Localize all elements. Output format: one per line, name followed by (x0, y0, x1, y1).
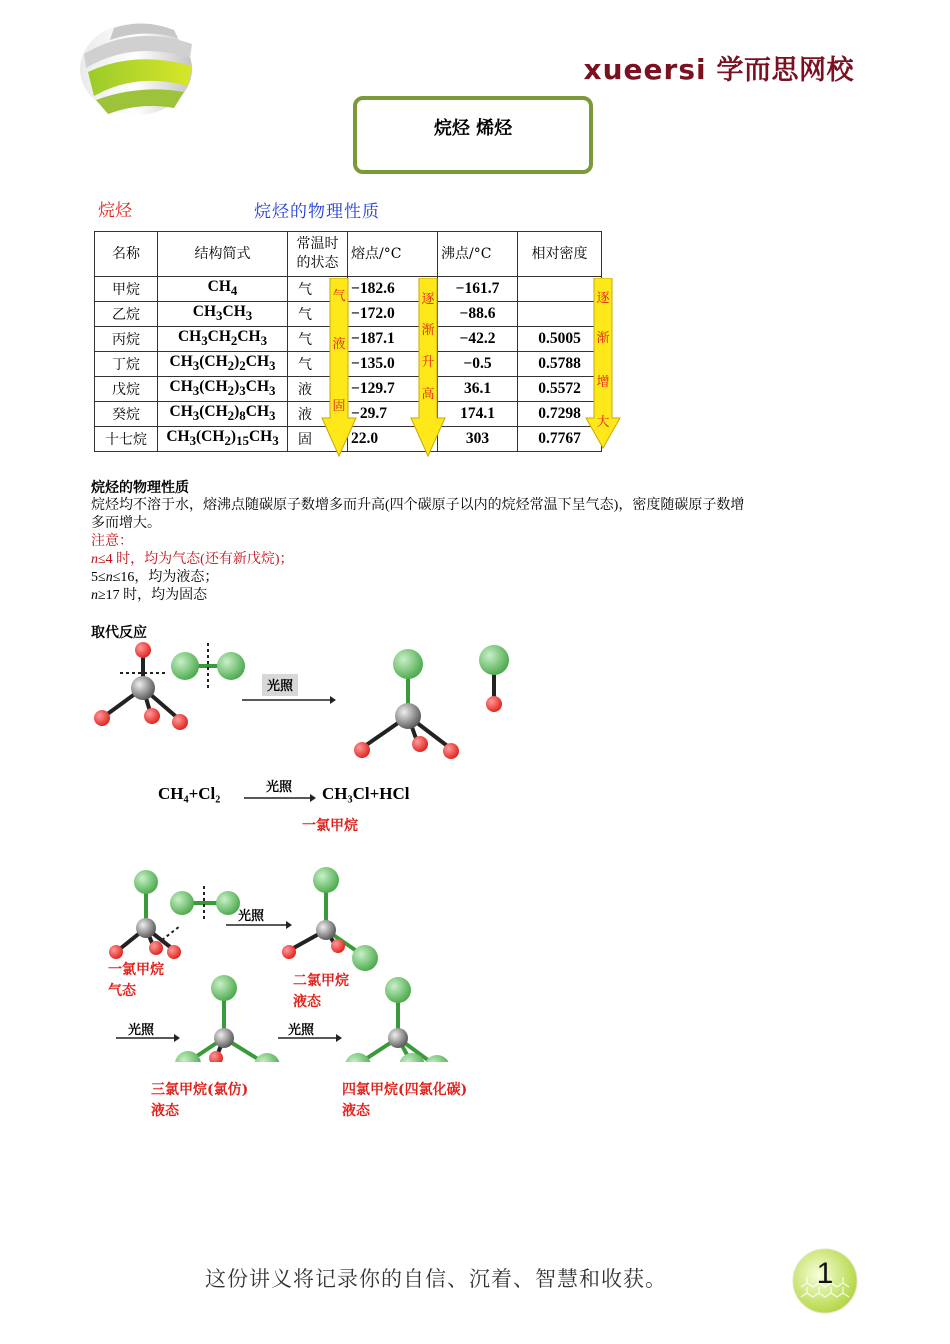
row-mp: −29.7 (348, 402, 438, 427)
footer-slogan: 这份讲义将记录你的自信、沉着、智慧和收获。 (205, 1267, 667, 1291)
mp-trend-arrow-icon (410, 278, 446, 458)
row-name: 戊烷 (95, 377, 158, 402)
row-formula: $CH_3(CH_2)_2CH_3$ (158, 352, 288, 377)
brand-logo (584, 48, 854, 87)
row-mp: −129.7 (348, 377, 438, 402)
arrow3-char: 渐 (596, 331, 610, 346)
physical-heading: 烷烃的物理性质 (91, 480, 189, 496)
mono-state: 气态 (108, 983, 136, 999)
arrow3-char: 增 (596, 375, 610, 390)
row-density: 0.5005 (518, 327, 602, 352)
physical-properties-block (91, 479, 871, 605)
physical-line2: 多而增大。 (91, 516, 161, 531)
row-bp: 174.1 (438, 402, 518, 427)
header-state-line1: 常温时 (296, 236, 339, 252)
di-caption (293, 971, 349, 1013)
tri-caption (151, 1080, 248, 1122)
header-name: 名称 (95, 232, 158, 277)
row-mp: 22.0 (348, 427, 438, 452)
step1-light-label: 光照 (238, 909, 265, 924)
page-title: 烷烃 烯烃 (433, 118, 513, 139)
row-mp: −187.1 (348, 327, 438, 352)
arrow3-char: 逐 (596, 291, 610, 306)
mono-name: 一氯甲烷 (108, 962, 164, 978)
header-bp: 沸点/°C (438, 232, 518, 277)
header-formula: 结构简式 (158, 232, 288, 277)
row-mp: −182.6 (348, 277, 438, 302)
equation-left: CH₄+Cl₂ (158, 784, 221, 803)
row-state: 液 (288, 377, 348, 402)
di-state: 液态 (293, 994, 321, 1010)
brand-latin: xueersi (583, 53, 707, 86)
state-trend-arrow-icon (321, 278, 357, 458)
row-formula: $CH_4$ (158, 277, 288, 302)
row-name: 丙烷 (95, 327, 158, 352)
row-name: 乙烷 (95, 302, 158, 327)
arrow2-char: 升 (421, 355, 435, 370)
table-title: 烷烃的物理性质 (254, 202, 380, 222)
substitution-heading: 取代反应 (91, 625, 147, 641)
note-line3-text: ≥17 时，均为固态 (98, 588, 208, 603)
step3-light-label: 光照 (288, 1023, 315, 1038)
note-line2-prefix: 5≤ (91, 570, 106, 585)
row-bp: −0.5 (438, 352, 518, 377)
arrow1-char: 气 (332, 289, 346, 304)
tri-state: 液态 (151, 1103, 179, 1119)
header-state-line2: 的状态 (296, 255, 339, 271)
note-line2-text: ≤16，均为液态； (112, 570, 219, 585)
row-mp: −135.0 (348, 352, 438, 377)
row-name: 甲烷 (95, 277, 158, 302)
brand-cn: 学而思网校 (716, 55, 854, 86)
row-name: 十七烷 (95, 427, 158, 452)
step2-light-label: 光照 (128, 1023, 155, 1038)
row-state: 气 (288, 352, 348, 377)
row-density: 0.7298 (518, 402, 602, 427)
product-name: 一氯甲烷 (302, 818, 358, 834)
arrow2-char: 高 (421, 387, 435, 402)
equation-right: CH₃Cl+HCl (322, 784, 410, 803)
header-mp: 熔点/°C (348, 232, 438, 277)
row-density: 0.5788 (518, 352, 602, 377)
row-name: 丁烷 (95, 352, 158, 377)
physical-line1: 烷烃均不溶于水，熔沸点随碳原子数增多而升高(四个碳原子以内的烷烃常温下呈气态)，密度随碳原子数增 (91, 498, 745, 513)
var-n: n (105, 570, 113, 585)
row-name: 癸烷 (95, 402, 158, 427)
page-number: 1 (816, 1257, 834, 1290)
row-state: 气 (288, 277, 348, 302)
row-state: 气 (288, 302, 348, 327)
row-bp: −161.7 (438, 277, 518, 302)
tri-name: 三氯甲烷(氯仿) (151, 1082, 249, 1098)
row-state: 气 (288, 327, 348, 352)
density-trend-arrow-icon (585, 278, 621, 458)
row-formula: $CH_3(CH_2)_8CH_3$ (158, 402, 288, 427)
var-n: n (91, 588, 98, 603)
row-mp: −172.0 (348, 302, 438, 327)
title-box (353, 96, 593, 174)
header-density: 相对密度 (518, 232, 602, 277)
logo-globe-icon (74, 14, 198, 120)
row-formula: $CH_3CH_3$ (158, 302, 288, 327)
row-formula: $CH_3CH_2CH_3$ (158, 327, 288, 352)
row-density: 0.5572 (518, 377, 602, 402)
var-n: n (91, 552, 98, 567)
row-formula: $CH_3(CH_2)_3CH_3$ (158, 377, 288, 402)
di-name: 二氯甲烷 (293, 973, 349, 989)
row-state: 固 (288, 427, 348, 452)
row-bp: −88.6 (438, 302, 518, 327)
note-line1 (91, 551, 871, 569)
note-line1-text: ≤4 时，均为气态(还有新戊烷)； (98, 552, 294, 567)
equation-light-label: 光照 (266, 780, 293, 795)
row-density: 0.7767 (518, 427, 602, 452)
row-bp: 36.1 (438, 377, 518, 402)
arrow3-char: 大 (596, 415, 610, 430)
tetra-caption (342, 1080, 467, 1122)
equation-arrow-icon (244, 793, 316, 803)
note-line2 (91, 569, 871, 587)
light-label: 光照 (266, 679, 294, 694)
mono-caption (108, 960, 164, 1002)
tetra-state: 液态 (342, 1103, 370, 1119)
tetra-name: 四氯甲烷(四氯化碳) (342, 1082, 468, 1098)
arrow2-char: 逐 (421, 292, 435, 307)
section-label-alkane: 烷烃 (98, 201, 132, 221)
row-formula: $CH_3(CH_2)_{15}CH_3$ (158, 427, 288, 452)
row-bp: −42.2 (438, 327, 518, 352)
arrow2-char: 渐 (421, 323, 435, 338)
header-state (288, 232, 348, 277)
arrow1-char: 固 (332, 399, 346, 414)
note-line3 (91, 587, 871, 605)
page-number-badge (791, 1247, 859, 1315)
row-bp: 303 (438, 427, 518, 452)
methane-chlorination-diagram (90, 638, 520, 768)
row-state: 液 (288, 402, 348, 427)
note-label: 注意： (91, 534, 133, 549)
arrow1-char: 液 (332, 337, 346, 352)
table-header-row (95, 232, 602, 277)
